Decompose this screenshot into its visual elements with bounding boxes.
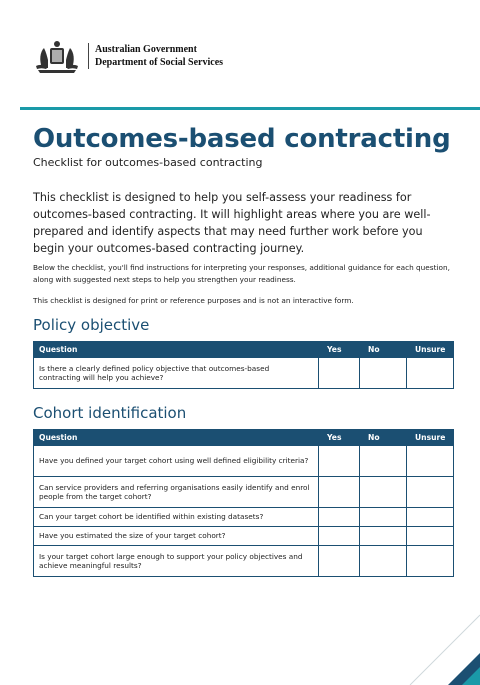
page-subtitle: Checklist for outcomes-based contracting: [33, 156, 263, 169]
column-header-yes: Yes: [319, 430, 360, 446]
section-heading-cohort: Cohort identification: [33, 404, 187, 422]
table-row: [34, 508, 454, 527]
no-cell: [360, 477, 407, 508]
unsure-cell: [407, 527, 454, 546]
coat-of-arms-icon: [34, 38, 80, 74]
no-cell: [360, 358, 407, 389]
department-name: Department of Social Services: [95, 57, 224, 68]
unsure-cell: [407, 446, 454, 477]
column-header-no: No: [360, 342, 407, 358]
column-header-unsure: Unsure: [407, 430, 454, 446]
table-row: [34, 446, 454, 477]
header-divider: [20, 107, 480, 110]
question-text: Have you defined your target cohort using well defined eligibility criteria?: [34, 446, 319, 477]
unsure-cell: [407, 508, 454, 527]
column-header-unsure: Unsure: [407, 342, 454, 358]
yes-cell: [319, 546, 360, 577]
gov-name: Australian Government: [95, 44, 197, 55]
question-text: Can your target cohort be identified within existing datasets?: [34, 508, 319, 527]
table-row: [34, 527, 454, 546]
no-cell: [360, 446, 407, 477]
yes-cell: [319, 527, 360, 546]
column-header-no: No: [360, 430, 407, 446]
intro-paragraph: This checklist is designed to help you self-assess your readiness for outcomes-based contracting. It will highlight areas where you are well-prepared and identify aspects that may need further work before you begin your outcomes-based contracting journey.: [33, 191, 431, 255]
cohort-identification-table: [33, 429, 454, 577]
table-row: [34, 358, 454, 389]
question-text: Have you estimated the size of your target cohort?: [34, 527, 319, 546]
question-text: Is your target cohort large enough to support your policy objectives and achieve meaningful results?: [34, 546, 319, 577]
column-header-question: Question: [34, 430, 319, 446]
question-text: Is there a clearly defined policy objective that outcomes-based contracting will help you achieve?: [34, 358, 319, 389]
instructions-note: Below the checklist, you'll find instructions for interpreting your responses, additional guidance for each question, along with suggested next steps to help you strengthen your readiness.: [33, 263, 450, 284]
no-cell: [360, 546, 407, 577]
unsure-cell: [407, 477, 454, 508]
policy-objective-table: [33, 341, 454, 389]
question-text: Can service providers and referring organisations easily identify and enrol people from the target cohort?: [34, 477, 319, 508]
unsure-cell: [407, 546, 454, 577]
corner-decoration: [390, 605, 480, 685]
print-note: This checklist is designed for print or reference purposes and is not an interactive form.: [33, 296, 354, 305]
yes-cell: [319, 358, 360, 389]
section-heading-policy: Policy objective: [33, 316, 150, 334]
government-logo: [34, 38, 223, 74]
yes-cell: [319, 446, 360, 477]
column-header-yes: Yes: [319, 342, 360, 358]
table-row: [34, 546, 454, 577]
yes-cell: [319, 477, 360, 508]
page-title: Outcomes-based contracting: [33, 124, 451, 154]
table-row: [34, 477, 454, 508]
column-header-question: Question: [34, 342, 319, 358]
yes-cell: [319, 508, 360, 527]
unsure-cell: [407, 358, 454, 389]
no-cell: [360, 527, 407, 546]
no-cell: [360, 508, 407, 527]
